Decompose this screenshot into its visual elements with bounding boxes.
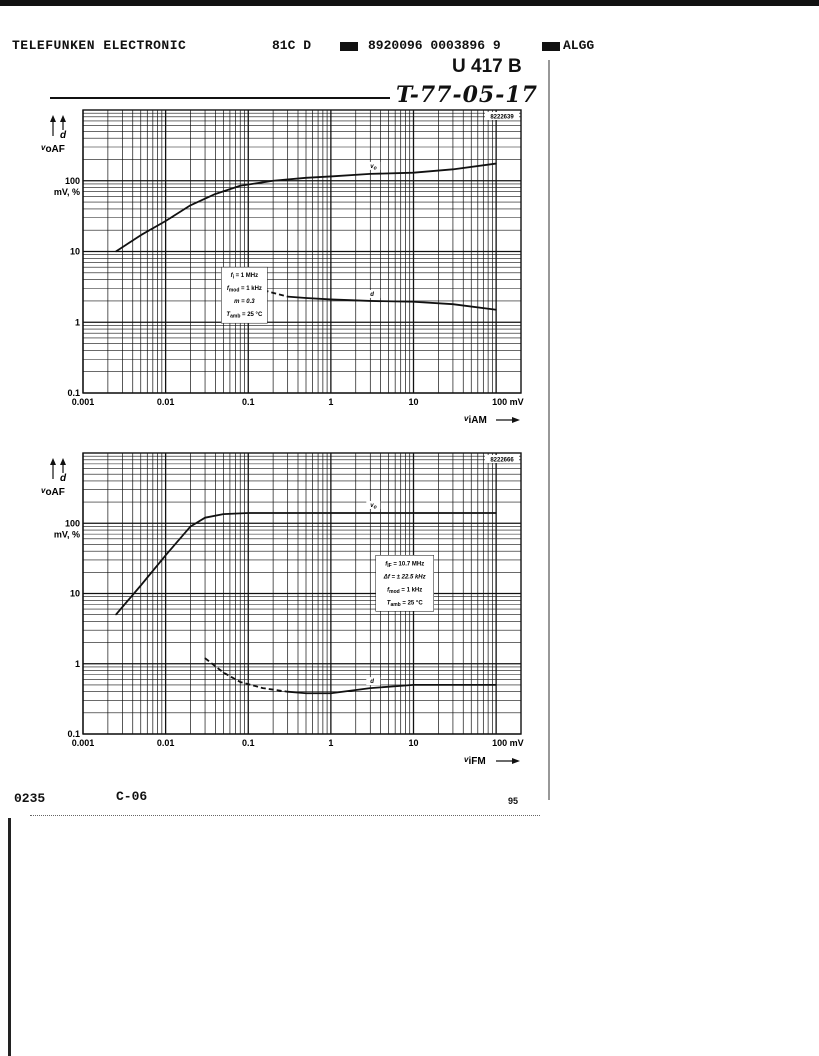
data-point-v — [287, 512, 288, 513]
y-unit-label: mV, % — [53, 186, 80, 197]
y-axis-label: voAF — [41, 143, 65, 155]
data-point-v — [140, 585, 141, 586]
footer-ref: C-06 — [116, 789, 148, 804]
data-point-d — [330, 299, 331, 300]
condition-line: $f_{mod} = 1$ kHz — [387, 587, 423, 595]
y-tick-label: 10 — [69, 246, 80, 257]
x-axis-label: viAM — [464, 414, 487, 426]
data-point-v — [273, 180, 274, 181]
data-point-d — [413, 684, 414, 685]
data-point-v — [240, 185, 241, 186]
company-name: TELEFUNKEN ELECTRONIC — [12, 38, 187, 53]
y-tick-label: 0.1 — [67, 729, 80, 739]
scan-top-bar — [0, 0, 819, 6]
condition-line: Δf = ± 22.5 kHz — [383, 574, 426, 581]
y-axis-label-d: d — [59, 130, 67, 141]
data-point-d — [223, 672, 224, 673]
handwritten-note: T-77-05-17 — [396, 82, 538, 108]
page-number: 95 — [508, 796, 519, 806]
x-tick-label: 10 — [408, 738, 419, 748]
data-point-v — [115, 251, 116, 252]
document-code: 8920096 0003896 9 — [368, 38, 501, 53]
data-point-v — [204, 517, 205, 518]
data-point-v — [190, 205, 191, 206]
y-axis-label-d: d — [59, 473, 67, 484]
arrow-up-icon — [60, 458, 66, 465]
data-point-v — [165, 220, 166, 221]
y-tick-label: 100 — [64, 518, 80, 529]
series-label-v: $v_o$ — [370, 163, 377, 172]
condition-line: m = 0.3 — [234, 299, 255, 306]
arrow-up-icon — [50, 458, 56, 465]
y-tick-label: 1 — [74, 658, 80, 669]
series-label-d: d — [370, 679, 374, 686]
condition-line: $f_i = 1$ MHz — [230, 273, 259, 281]
x-axis-label: viFM — [464, 755, 486, 767]
condition-line: $f_{IF} = 10.7$ MHz — [385, 561, 425, 569]
x-tick-label: 10 — [408, 397, 419, 407]
data-point-v — [305, 177, 306, 178]
x-tick-label: 0.1 — [241, 738, 255, 748]
x-tick-label: 0.001 — [71, 738, 95, 748]
data-point-v — [115, 614, 116, 615]
filled-square-icon — [542, 42, 560, 51]
data-point-v — [330, 512, 331, 513]
chart-fm — [0, 440, 819, 780]
series-label-d: d — [370, 291, 374, 298]
figure-id-code: 8222666 — [490, 457, 514, 464]
condition-line: $f_{mod} = 1$ kHz — [226, 286, 262, 294]
date-code: 81C D — [272, 38, 312, 53]
data-point-d — [262, 688, 263, 689]
y-tick-label: 1 — [74, 317, 80, 328]
data-point-v — [413, 172, 414, 173]
data-point-d — [496, 684, 497, 685]
data-point-d — [240, 681, 241, 682]
data-point-d — [452, 684, 453, 685]
data-point-d — [204, 658, 205, 659]
arrow-up-icon — [50, 115, 56, 122]
data-point-v — [215, 193, 216, 194]
data-point-v — [496, 512, 497, 513]
data-point-d — [370, 688, 371, 689]
data-point-v — [140, 235, 141, 236]
filled-square-icon — [340, 42, 358, 51]
series-label-v: $v_o$ — [370, 502, 377, 511]
x-tick-label: 100 mV — [492, 397, 524, 407]
y-axis-label: voAF — [41, 486, 65, 498]
data-point-v — [190, 526, 191, 527]
data-point-d — [305, 693, 306, 694]
scan-artifact-line — [30, 815, 540, 817]
data-point-d — [370, 300, 371, 301]
data-point-v — [165, 555, 166, 556]
arrow-right-icon — [512, 758, 520, 764]
data-point-d — [273, 292, 274, 293]
y-unit-label: mV, % — [53, 529, 80, 540]
arrow-right-icon — [512, 417, 520, 423]
data-point-v — [496, 163, 497, 164]
data-point-d — [496, 309, 497, 310]
x-tick-label: 0.1 — [241, 397, 255, 407]
part-number: U 417 B — [452, 56, 522, 77]
x-tick-label: 0.001 — [71, 397, 95, 407]
suffix-code: ALGG — [563, 38, 595, 53]
arrow-up-icon — [60, 115, 66, 122]
condition-line: $T_{amb} = 25$ °C — [226, 312, 263, 320]
x-tick-label: 0.01 — [156, 397, 175, 407]
data-point-d — [452, 304, 453, 305]
data-point-d — [413, 301, 414, 302]
data-point-v — [330, 176, 331, 177]
data-point-d — [330, 693, 331, 694]
condition-line: $T_{amb} = 25$ °C — [386, 600, 423, 608]
y-tick-label: 10 — [69, 588, 80, 599]
footer-code: 0235 — [14, 791, 46, 806]
data-point-v — [413, 512, 414, 513]
scan-edge-left — [8, 818, 11, 1056]
data-point-v — [223, 513, 224, 514]
y-tick-label: 100 — [64, 175, 80, 186]
y-tick-label: 0.1 — [67, 388, 80, 398]
figure-id-code: 8222639 — [490, 114, 514, 121]
x-tick-label: 0.01 — [156, 738, 175, 748]
x-tick-label: 1 — [328, 738, 334, 748]
data-point-v — [370, 173, 371, 174]
x-tick-label: 1 — [328, 397, 334, 407]
x-tick-label: 100 mV — [492, 738, 524, 748]
data-point-d — [305, 297, 306, 298]
data-point-d — [287, 691, 288, 692]
data-point-v — [248, 512, 249, 513]
data-point-d — [287, 296, 288, 297]
data-point-v — [452, 169, 453, 170]
